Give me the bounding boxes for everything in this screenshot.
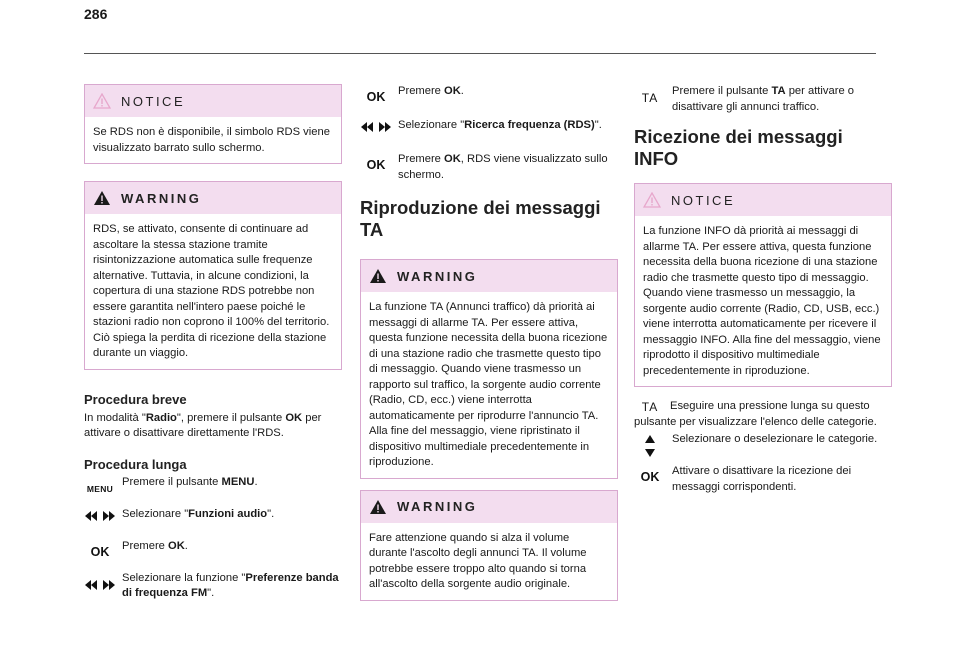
short-procedure-heading: Procedura breve bbox=[84, 391, 187, 407]
menu-button-icon: MENU bbox=[86, 483, 114, 494]
notice-text: Se RDS non è disponibile, il simbolo RDS viene visualizzato barrato sullo schermo. bbox=[93, 126, 330, 154]
warning-box bbox=[360, 490, 618, 601]
warning-header bbox=[361, 491, 617, 523]
procedure-step: Selezionare la funzione "Preferenze banda di frequenza FM". bbox=[84, 571, 342, 602]
warning-triangle-icon bbox=[369, 499, 387, 515]
left-right-arrows-icon bbox=[360, 122, 392, 132]
column-left bbox=[84, 84, 342, 602]
procedure-step: OK Premere OK. bbox=[84, 539, 342, 559]
long-procedure-heading: Procedura lunga bbox=[84, 456, 187, 472]
notice-header bbox=[85, 85, 341, 117]
ok-button-icon: OK bbox=[640, 470, 660, 484]
notice-title: NOTICE bbox=[121, 93, 186, 109]
notice-box bbox=[84, 84, 342, 164]
notice-text: La funzione INFO dà priorità ai messaggi di allarme TA. Per essere attiva, questa funzione necessita della buona ricezione di una stazione radio che trasmette questo tipo di messaggio. Quando viene trasmesso un messaggio, la sorgente audio corrente (Radio, CD, USB, ecc.) viene interrotta automaticamente per ricevere il messaggio INFO. Alla fine del messaggio, viene riprodotto il dispositivo multimediale precedentemente in riproduzione. bbox=[643, 225, 881, 377]
warning-title: WARNING bbox=[397, 499, 478, 514]
procedure-step: Selezionare "Funzioni audio". bbox=[84, 507, 342, 527]
ok-button-icon: OK bbox=[90, 544, 110, 559]
short-procedure-text: In modalità "Radio", premere il pulsante OK per attivare o disattivare direttamente l'RDS. bbox=[84, 411, 322, 439]
ok-button-icon: OK bbox=[366, 90, 386, 104]
column-right bbox=[634, 84, 892, 495]
warning-triangle-icon bbox=[93, 93, 111, 109]
warning-box bbox=[84, 181, 342, 370]
warning-title: WARNING bbox=[397, 268, 478, 284]
notice-title: NOTICE bbox=[671, 192, 736, 208]
procedure-step: OK Premere OK. bbox=[360, 84, 618, 104]
warning-title: WARNING bbox=[121, 190, 202, 206]
ta-section-heading: Riproduzione dei messaggi TA bbox=[360, 197, 601, 240]
column-middle bbox=[360, 84, 618, 601]
warning-triangle-icon bbox=[643, 192, 661, 208]
notice-box bbox=[634, 183, 892, 387]
warning-triangle-icon bbox=[369, 268, 387, 284]
procedure-step: OK Attivare o disattivare la ricezione dei messaggi corrispondenti. bbox=[634, 464, 892, 495]
procedure-step: MENU Premere il pulsante MENU. bbox=[84, 475, 342, 495]
ta-button-icon: TA bbox=[641, 91, 659, 105]
warning-text: RDS, se attivato, consente di continuare ad ascoltare la stessa stazione tramite risintonizzazione automatica sulle frequenze alternative. Tuttavia, in alcune condizioni, la copertura di una stazione RDS potrebbe non essere garantita nell'intero paese poiché le stazioni radio non coprono il 100% del territorio. Ciò spiega la perdita di ricezione della stazione durante un viaggio. bbox=[93, 223, 330, 359]
info-section-heading: Ricezione dei messaggi INFO bbox=[634, 126, 843, 169]
warning-box bbox=[360, 259, 618, 479]
header-divider bbox=[84, 53, 876, 54]
up-down-arrows-icon bbox=[634, 435, 666, 457]
procedure-step: TA Premere il pulsante TA per attivare o disattivare gli annunci traffico. bbox=[634, 84, 892, 115]
page-number: 286 bbox=[84, 6, 108, 22]
notice-header bbox=[635, 184, 891, 216]
procedure-step: Selezionare "Ricerca frequenza (RDS)". bbox=[360, 118, 618, 138]
warning-header bbox=[85, 182, 341, 214]
warning-triangle-icon bbox=[93, 190, 111, 206]
ok-button-icon: OK bbox=[366, 158, 386, 172]
procedure-step: TA Eseguire una pressione lunga su questo pulsante per visualizzare l'elenco delle categorie. bbox=[634, 400, 877, 428]
warning-header bbox=[361, 260, 617, 292]
procedure-step: OK Premere OK, RDS viene visualizzato sullo schermo. bbox=[360, 152, 618, 183]
procedure-step: Selezionare o deselezionare le categorie. bbox=[634, 432, 892, 458]
warning-text: La funzione TA (Annunci traffico) dà priorità ai messaggi di allarme TA. Per essere attiva, questa funzione necessita della buona ricezione di una stazione radio che trasmette questo tipo di messaggio. Quando viene trasmesso un rapporto sul traffico, la sorgente audio corrente (Radio, CD, ecc.) viene interrotta automaticamente per riprodurre l'annuncio TA. Alla fine del messaggio, viene ripristinato il dispositivo multimediale precedentemente in riproduzione. bbox=[369, 301, 608, 468]
left-right-arrows-icon bbox=[84, 580, 116, 590]
left-right-arrows-icon bbox=[84, 511, 116, 521]
ta-button-icon: TA bbox=[641, 400, 659, 414]
warning-text: Fare attenzione quando si alza il volume durante l'ascolto degli annunci TA. Il volume potrebbe essere troppo alto quando si torna all'ascolto della sorgente audio originale. bbox=[369, 531, 587, 590]
